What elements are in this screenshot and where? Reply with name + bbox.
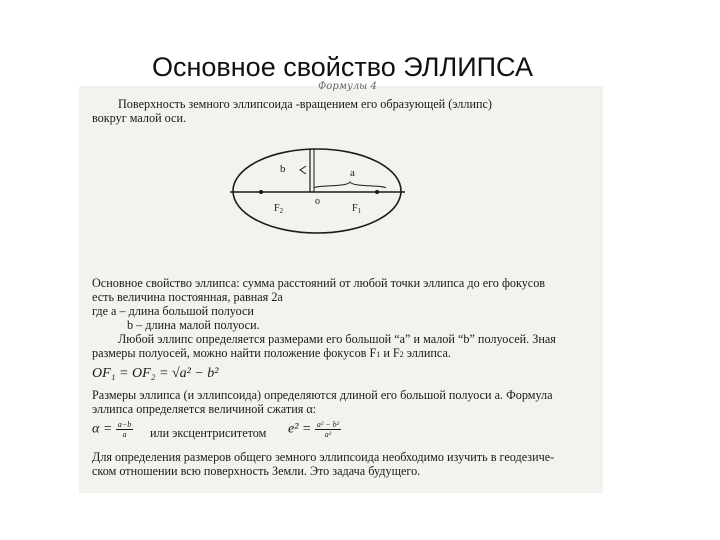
- formula-eccentricity: e² = $\frac{\text{a² − b²}}{\text{a²}}$: [288, 420, 340, 439]
- label-f2: $F_2$: [274, 203, 284, 215]
- property-line-1: Основное свойство эллипса: сумма расстояний от любой точки эллипса до его фокусов: [92, 276, 546, 290]
- formula-middle-text: или эксцентриситетом: [150, 426, 267, 440]
- conclusion-line-1: Для определения размеров общего земного эллипсоида необходимо изучить в геодезиче-: [92, 450, 555, 464]
- sizes-line-2: эллипса определяется величиной сжатия α:: [92, 402, 317, 416]
- label-o: o: [315, 196, 320, 207]
- semi-major-brace: [314, 182, 386, 188]
- intro-line-1: Поверхность земного эллипсоида -вращением его образующей (эллипс): [118, 97, 492, 111]
- label-a: a: [350, 167, 355, 179]
- property-line-4: b – длина малой полуоси.: [127, 318, 260, 332]
- sizes-line-1: Размеры эллипса (и эллипсоида) определяются длиной его большой полуоси a. Формула: [92, 388, 553, 402]
- slide-title-text: Основное свойство ЭЛЛИПСА: [152, 52, 533, 82]
- focus-f1-point: [375, 190, 379, 194]
- ellipse-diagram: [230, 148, 410, 238]
- eccentricity-fraction: $\frac{\text{a² − b²}}{\text{a²}}$: [316, 420, 340, 439]
- focus-f2-point: [259, 190, 263, 194]
- flattening-fraction: $\frac{a-b}{a}$: [117, 420, 132, 439]
- property-line-5: Любой эллипс определяется размерами его большой “a” и малой “b” полуосей. Зная: [118, 332, 556, 346]
- property-line-2: есть величина постоянная, равная 2a: [92, 290, 283, 304]
- semi-minor-arrow: [300, 166, 306, 174]
- property-line-6: размеры полуосей, можно найти положение фокусов F1 и F2 эллипса.: [92, 346, 451, 360]
- label-b: b: [280, 163, 286, 175]
- handwritten-note: Формулы 4: [318, 81, 377, 92]
- property-line-3: где a – длина большой полуоси: [92, 304, 254, 318]
- intro-line-2: вокруг малой оси.: [92, 111, 187, 125]
- formula-flattening: α = $\frac{a-b}{a}$: [92, 420, 132, 439]
- conclusion-line-2: ском отношении всю поверхность Земли. Это задача будущего.: [92, 464, 421, 478]
- label-f1: $F_1$: [352, 203, 362, 215]
- formula-focus-distance: OF₁ = OF₂ = √a² − b²: [92, 366, 219, 381]
